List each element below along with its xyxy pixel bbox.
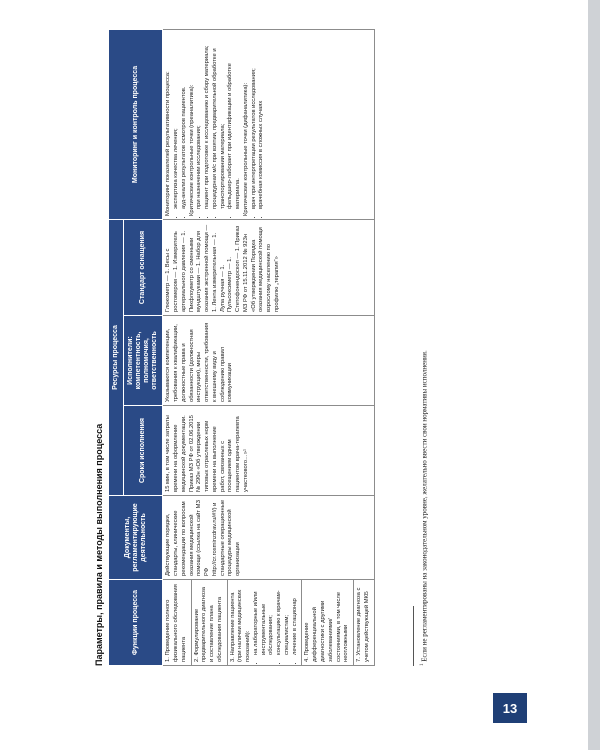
monitoring-list — [196, 33, 243, 216]
list-item: • экспертиза качества лечения; — [173, 33, 181, 209]
function-item: 4. Проведение дифференциальной диагностики с другими заболеваниями/состояниями, в том числе неотложными — [304, 592, 350, 662]
footnote-text: Если не регламентированы на законодательном уровне, желательно ввести свои нормативы исполнения. — [420, 350, 429, 662]
list-item: • врачебная комиссия в сложных случаях — [258, 33, 266, 209]
function-sublist — [253, 583, 300, 662]
footnote — [420, 66, 428, 666]
monitoring-list — [251, 33, 267, 216]
list-item: • лечение в стационар — [292, 583, 300, 655]
cell-terms: 15 мин, в том числе затраты времени на оформление медицинской документации. Приказ МЗ РФ от 02.06.2015 № 290н «Об утверждении типовых отраслевых норм времени на выполнение работ, связанных с посещением одним пациентом врача-терапевта участкового…»¹ — [163, 406, 374, 496]
page-number: 13 — [493, 693, 527, 723]
monitoring-text: Критические контрольные точки (дифаналитика): — [242, 82, 249, 216]
footnote-marker: 1 — [420, 663, 425, 666]
header-documents: Документы, регламентирующие деятельность — [109, 496, 163, 580]
list-item: • при назначении исследования; — [196, 33, 204, 209]
header-executors: Исполнители: компетентность, полномочия, ответственность — [124, 316, 163, 406]
header-monitoring: Мониторинг и контроль процесса — [109, 30, 163, 220]
cell-functions — [163, 580, 191, 666]
table-row — [163, 30, 191, 666]
list-item: • процедурная м/с при взятии, предварительной обработке и транспортировании материала; — [212, 33, 228, 209]
section-title: Параметры, правила и методы выполнения процесса — [94, 423, 104, 666]
header-functions: Функции процесса — [109, 580, 163, 666]
function-item: 7. Установление диагноза с учетом действующей МКБ — [353, 580, 372, 665]
page-edge-strip — [588, 0, 600, 750]
list-item: • на лабораторные и/или инструментальные обследования; — [253, 583, 276, 655]
list-item: • врач при интерпретации результатов исследования; — [251, 33, 259, 209]
header-resources: Ресурсы процесса — [109, 220, 124, 496]
function-item: 3. Направление пациента (при наличии медицинских показаний): — [229, 589, 252, 662]
list-item: • ауд-анализ результатов осмотров пациентов. — [181, 33, 189, 209]
rotated-page-content — [90, 32, 460, 672]
header-equipment: Стандарт оснащения — [124, 220, 163, 316]
list-item: • консультацию к врачам-специалистам; — [276, 583, 292, 655]
cell-documents: Действующие порядки, стандарты, клинические рекомендации по вопросам оказания медицинской помощи (ссылка на сайт МЗ РФ http://cr.rosminzdrav.ru/#!/) и стандартные операционные процедуры медицинской организации — [163, 496, 374, 580]
cell-functions — [191, 580, 227, 666]
cell-functions — [302, 580, 374, 666]
cell-equipment: Глюкометр — 1. Весы с ростомером — 1. Измеритель артериального давления — 1. Пикфлоуметр со сменными мундштуками — 1. Набор для оказания экстренной помощи — 1. Лента измерительная — 1. Лупа ручная — 1. Пульсоксиметр — 1. Стетофонендоскоп — 1. Приказ МЗ РФ от 15.11.2012 № 923н «Об утверждении Порядка оказания медицинской помощи взрослому населению по профилю „терапия“» — [163, 220, 374, 316]
list-item: • фельдшер-лаборант при идентификации и обработке материала. — [227, 33, 243, 209]
function-item: 1. Проведение полного физикального обследования пациента — [165, 584, 187, 662]
cell-functions — [227, 580, 302, 666]
header-row-top — [109, 30, 124, 666]
process-table — [108, 29, 375, 666]
monitoring-text: Критические контрольные точки (преаналитика): — [188, 84, 195, 216]
function-item: 2. Формулирование предварительного диагноза и составление плана обследования пациента — [193, 586, 223, 662]
list-item: • пациент при подготовке к исследованию и сбору материала; — [204, 33, 212, 209]
monitoring-text: Мониторинг показателей результативности процесса: — [165, 71, 172, 216]
cell-monitoring — [163, 30, 374, 220]
monitoring-list — [173, 33, 189, 216]
cell-executors: Указываются компетенции, требования к квалификации, должностные права и обязанности (должностная инструкция), меры ответственности, требования к внешнему виду и соблюдению правил коммуникации — [163, 316, 374, 406]
header-terms: Сроки исполнения — [124, 406, 163, 496]
footnote-divider — [413, 606, 414, 666]
